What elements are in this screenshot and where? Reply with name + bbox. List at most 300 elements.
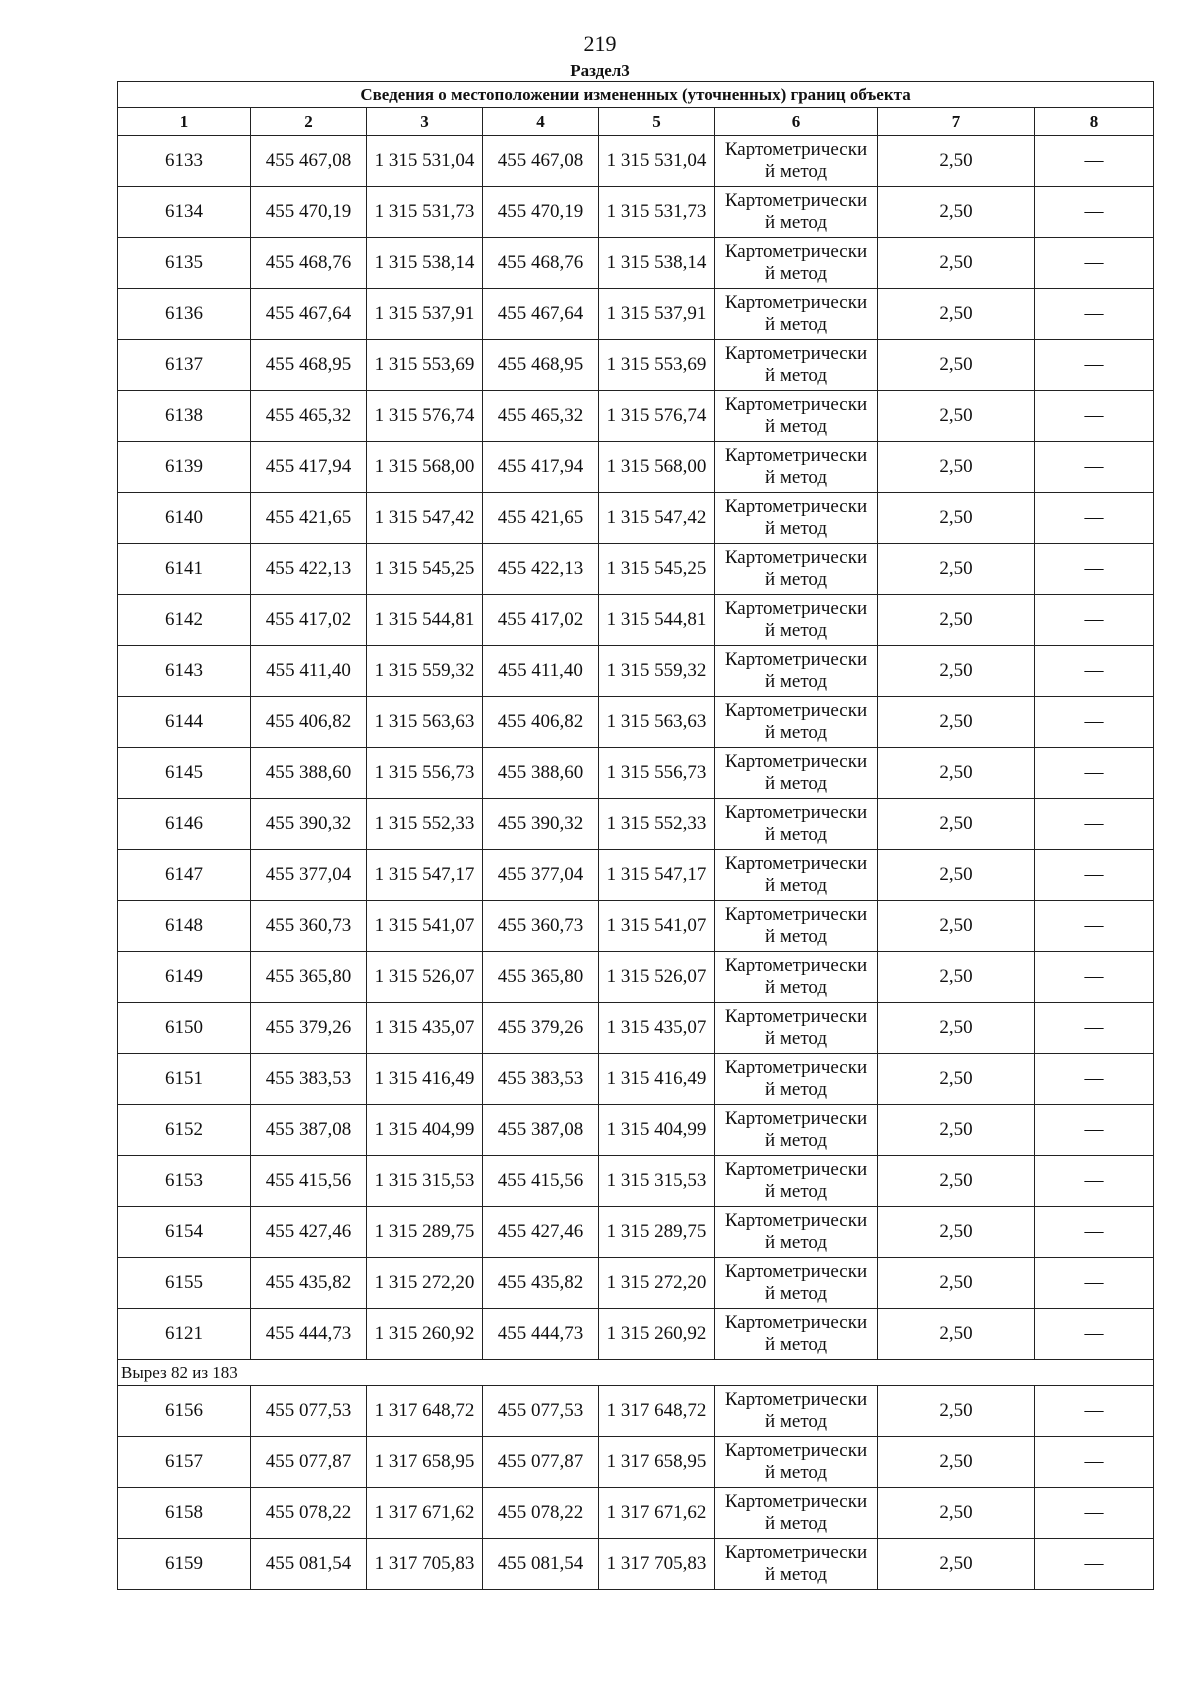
note-cell: — (1035, 391, 1154, 442)
y-coordinate-old-cell: 1 315 552,33 (367, 799, 483, 850)
table-row (118, 442, 1154, 493)
y-coordinate-new-cell: 1 315 315,53 (599, 1156, 715, 1207)
x-coordinate-old-cell: 455 427,46 (251, 1207, 367, 1258)
note-cell: — (1035, 799, 1154, 850)
note-cell: — (1035, 952, 1154, 1003)
note-cell: — (1035, 544, 1154, 595)
method-line-1: Картометрически (724, 598, 868, 619)
method-line-1: Картометрически (724, 1491, 868, 1512)
y-coordinate-old-cell: 1 315 563,63 (367, 697, 483, 748)
point-number-cell: 6152 (118, 1105, 251, 1156)
y-coordinate-old-cell: 1 315 526,07 (367, 952, 483, 1003)
table-row (118, 1539, 1154, 1590)
accuracy-cell: 2,50 (878, 1207, 1035, 1258)
method-cell (715, 442, 878, 493)
note-cell: — (1035, 493, 1154, 544)
y-coordinate-new-cell: 1 315 531,04 (599, 136, 715, 187)
method-cell (715, 544, 878, 595)
method-line-2: й метод (764, 1462, 828, 1483)
accuracy-cell: 2,50 (878, 952, 1035, 1003)
table-row (118, 187, 1154, 238)
accuracy-cell: 2,50 (878, 544, 1035, 595)
table-row (118, 850, 1154, 901)
point-number-cell: 6143 (118, 646, 251, 697)
method-line-1: Картометрически (724, 904, 868, 925)
method-line-2: й метод (764, 1130, 828, 1151)
method-line-1: Картометрически (724, 394, 868, 415)
method-line-1: Картометрически (724, 1261, 868, 1282)
y-coordinate-new-cell: 1 315 552,33 (599, 799, 715, 850)
y-coordinate-old-cell: 1 315 531,73 (367, 187, 483, 238)
method-line-1: Картометрически (724, 853, 868, 874)
x-coordinate-new-cell: 455 417,94 (483, 442, 599, 493)
x-coordinate-new-cell: 455 465,32 (483, 391, 599, 442)
method-cell (715, 850, 878, 901)
y-coordinate-new-cell: 1 315 404,99 (599, 1105, 715, 1156)
table-row (118, 1156, 1154, 1207)
x-coordinate-new-cell: 455 377,04 (483, 850, 599, 901)
method-cell (715, 391, 878, 442)
accuracy-cell: 2,50 (878, 1386, 1035, 1437)
method-line-2: й метод (764, 1079, 828, 1100)
column-number: 7 (878, 108, 1035, 136)
method-line-2: й метод (764, 1232, 828, 1253)
boundary-coordinates-table (117, 81, 1154, 1590)
note-cell: — (1035, 1105, 1154, 1156)
method-line-2: й метод (764, 620, 828, 641)
y-coordinate-old-cell: 1 315 576,74 (367, 391, 483, 442)
table-row (118, 1386, 1154, 1437)
accuracy-cell: 2,50 (878, 748, 1035, 799)
note-cell: — (1035, 901, 1154, 952)
table-row (118, 544, 1154, 595)
point-number-cell: 6141 (118, 544, 251, 595)
y-coordinate-new-cell: 1 315 545,25 (599, 544, 715, 595)
y-coordinate-new-cell: 1 315 556,73 (599, 748, 715, 799)
method-line-2: й метод (764, 1283, 828, 1304)
accuracy-cell: 2,50 (878, 1309, 1035, 1360)
accuracy-cell: 2,50 (878, 697, 1035, 748)
accuracy-cell: 2,50 (878, 901, 1035, 952)
note-cell: — (1035, 748, 1154, 799)
method-line-1: Картометрически (724, 802, 868, 823)
x-coordinate-new-cell: 455 360,73 (483, 901, 599, 952)
accuracy-cell: 2,50 (878, 1105, 1035, 1156)
method-line-2: й метод (764, 671, 828, 692)
y-coordinate-old-cell: 1 315 553,69 (367, 340, 483, 391)
method-cell (715, 289, 878, 340)
x-coordinate-old-cell: 455 365,80 (251, 952, 367, 1003)
x-coordinate-old-cell: 455 467,64 (251, 289, 367, 340)
method-line-2: й метод (764, 314, 828, 335)
method-cell (715, 1437, 878, 1488)
point-number-cell: 6139 (118, 442, 251, 493)
method-cell (715, 952, 878, 1003)
accuracy-cell: 2,50 (878, 1003, 1035, 1054)
note-cell: — (1035, 1156, 1154, 1207)
y-coordinate-old-cell: 1 315 556,73 (367, 748, 483, 799)
method-cell (715, 1488, 878, 1539)
table-row (118, 238, 1154, 289)
note-cell: — (1035, 187, 1154, 238)
point-number-cell: 6149 (118, 952, 251, 1003)
column-number: 2 (251, 108, 367, 136)
method-cell (715, 238, 878, 289)
accuracy-cell: 2,50 (878, 340, 1035, 391)
accuracy-cell: 2,50 (878, 1156, 1035, 1207)
column-number: 3 (367, 108, 483, 136)
method-line-2: й метод (764, 977, 828, 998)
x-coordinate-new-cell: 455 081,54 (483, 1539, 599, 1590)
y-coordinate-old-cell: 1 315 568,00 (367, 442, 483, 493)
x-coordinate-new-cell: 455 387,08 (483, 1105, 599, 1156)
y-coordinate-old-cell: 1 317 658,95 (367, 1437, 483, 1488)
note-cell: — (1035, 697, 1154, 748)
method-cell (715, 697, 878, 748)
x-coordinate-new-cell: 455 467,08 (483, 136, 599, 187)
note-cell: — (1035, 1003, 1154, 1054)
accuracy-cell: 2,50 (878, 1437, 1035, 1488)
y-coordinate-new-cell: 1 315 559,32 (599, 646, 715, 697)
method-cell (715, 187, 878, 238)
point-number-cell: 6137 (118, 340, 251, 391)
column-number: 8 (1035, 108, 1154, 136)
x-coordinate-new-cell: 455 365,80 (483, 952, 599, 1003)
x-coordinate-old-cell: 455 468,76 (251, 238, 367, 289)
x-coordinate-old-cell: 455 417,94 (251, 442, 367, 493)
x-coordinate-new-cell: 455 467,64 (483, 289, 599, 340)
accuracy-cell: 2,50 (878, 136, 1035, 187)
y-coordinate-new-cell: 1 317 705,83 (599, 1539, 715, 1590)
table-row (118, 697, 1154, 748)
method-cell (715, 136, 878, 187)
x-coordinate-old-cell: 455 377,04 (251, 850, 367, 901)
method-line-2: й метод (764, 569, 828, 590)
note-cell: — (1035, 340, 1154, 391)
accuracy-cell: 2,50 (878, 1539, 1035, 1590)
cut-section-row (118, 1360, 1154, 1386)
y-coordinate-old-cell: 1 315 531,04 (367, 136, 483, 187)
table-row (118, 595, 1154, 646)
x-coordinate-old-cell: 455 417,02 (251, 595, 367, 646)
x-coordinate-new-cell: 455 427,46 (483, 1207, 599, 1258)
method-line-1: Картометрически (724, 1389, 868, 1410)
x-coordinate-old-cell: 455 411,40 (251, 646, 367, 697)
accuracy-cell: 2,50 (878, 1258, 1035, 1309)
method-line-1: Картометрически (724, 190, 868, 211)
x-coordinate-new-cell: 455 406,82 (483, 697, 599, 748)
method-line-2: й метод (764, 161, 828, 182)
x-coordinate-old-cell: 455 465,32 (251, 391, 367, 442)
method-line-1: Картометрически (724, 751, 868, 772)
method-line-2: й метод (764, 1334, 828, 1355)
method-line-2: й метод (764, 773, 828, 794)
y-coordinate-new-cell: 1 315 547,17 (599, 850, 715, 901)
point-number-cell: 6155 (118, 1258, 251, 1309)
column-number: 5 (599, 108, 715, 136)
point-number-cell: 6147 (118, 850, 251, 901)
table-row (118, 799, 1154, 850)
method-cell (715, 1309, 878, 1360)
point-number-cell: 6135 (118, 238, 251, 289)
method-line-2: й метод (764, 1513, 828, 1534)
point-number-cell: 6154 (118, 1207, 251, 1258)
point-number-cell: 6150 (118, 1003, 251, 1054)
accuracy-cell: 2,50 (878, 493, 1035, 544)
method-line-1: Картометрически (724, 292, 868, 313)
table-row (118, 1054, 1154, 1105)
method-line-1: Картометрически (724, 1006, 868, 1027)
method-line-1: Картометрически (724, 700, 868, 721)
point-number-cell: 6136 (118, 289, 251, 340)
note-cell: — (1035, 1054, 1154, 1105)
method-line-2: й метод (764, 1181, 828, 1202)
point-number-cell: 6144 (118, 697, 251, 748)
method-cell (715, 1156, 878, 1207)
method-line-2: й метод (764, 518, 828, 539)
x-coordinate-new-cell: 455 411,40 (483, 646, 599, 697)
y-coordinate-new-cell: 1 317 671,62 (599, 1488, 715, 1539)
method-line-2: й метод (764, 824, 828, 845)
y-coordinate-old-cell: 1 317 648,72 (367, 1386, 483, 1437)
x-coordinate-new-cell: 455 444,73 (483, 1309, 599, 1360)
y-coordinate-old-cell: 1 315 538,14 (367, 238, 483, 289)
x-coordinate-old-cell: 455 435,82 (251, 1258, 367, 1309)
method-line-2: й метод (764, 365, 828, 386)
x-coordinate-new-cell: 455 078,22 (483, 1488, 599, 1539)
y-coordinate-old-cell: 1 315 404,99 (367, 1105, 483, 1156)
method-line-1: Картометрически (724, 1210, 868, 1231)
x-coordinate-old-cell: 455 415,56 (251, 1156, 367, 1207)
accuracy-cell: 2,50 (878, 187, 1035, 238)
method-line-2: й метод (764, 467, 828, 488)
table-row (118, 289, 1154, 340)
point-number-cell: 6151 (118, 1054, 251, 1105)
method-cell (715, 748, 878, 799)
y-coordinate-old-cell: 1 315 541,07 (367, 901, 483, 952)
point-number-cell: 6142 (118, 595, 251, 646)
method-line-1: Картометрически (724, 1312, 868, 1333)
y-coordinate-new-cell: 1 315 553,69 (599, 340, 715, 391)
table-row (118, 952, 1154, 1003)
x-coordinate-new-cell: 455 415,56 (483, 1156, 599, 1207)
method-line-1: Картометрически (724, 1108, 868, 1129)
table-row (118, 493, 1154, 544)
method-line-1: Картометрически (724, 445, 868, 466)
point-number-cell: 6159 (118, 1539, 251, 1590)
x-coordinate-old-cell: 455 470,19 (251, 187, 367, 238)
table-row (118, 1003, 1154, 1054)
x-coordinate-new-cell: 455 379,26 (483, 1003, 599, 1054)
x-coordinate-old-cell: 455 421,65 (251, 493, 367, 544)
y-coordinate-new-cell: 1 315 547,42 (599, 493, 715, 544)
table-row (118, 1258, 1154, 1309)
y-coordinate-new-cell: 1 315 526,07 (599, 952, 715, 1003)
y-coordinate-new-cell: 1 315 541,07 (599, 901, 715, 952)
note-cell: — (1035, 1539, 1154, 1590)
method-line-2: й метод (764, 1411, 828, 1432)
method-cell (715, 901, 878, 952)
y-coordinate-new-cell: 1 315 272,20 (599, 1258, 715, 1309)
x-coordinate-old-cell: 455 077,87 (251, 1437, 367, 1488)
table-body (118, 136, 1154, 1590)
table-row (118, 136, 1154, 187)
method-line-1: Картометрически (724, 649, 868, 670)
x-coordinate-new-cell: 455 417,02 (483, 595, 599, 646)
point-number-cell: 6157 (118, 1437, 251, 1488)
note-cell: — (1035, 1386, 1154, 1437)
y-coordinate-old-cell: 1 315 315,53 (367, 1156, 483, 1207)
note-cell: — (1035, 1488, 1154, 1539)
note-cell: — (1035, 1258, 1154, 1309)
column-number-row (118, 108, 1154, 136)
table-caption: Сведения о местоположении измененных (уточненных) границ объекта (118, 82, 1154, 108)
accuracy-cell: 2,50 (878, 1054, 1035, 1105)
note-cell: — (1035, 238, 1154, 289)
accuracy-cell: 2,50 (878, 1488, 1035, 1539)
x-coordinate-new-cell: 455 077,87 (483, 1437, 599, 1488)
y-coordinate-old-cell: 1 315 435,07 (367, 1003, 483, 1054)
method-line-1: Картометрически (724, 1542, 868, 1563)
y-coordinate-new-cell: 1 315 568,00 (599, 442, 715, 493)
y-coordinate-old-cell: 1 315 547,42 (367, 493, 483, 544)
x-coordinate-new-cell: 455 077,53 (483, 1386, 599, 1437)
method-line-1: Картометрически (724, 343, 868, 364)
point-number-cell: 6121 (118, 1309, 251, 1360)
y-coordinate-old-cell: 1 317 671,62 (367, 1488, 483, 1539)
y-coordinate-old-cell: 1 315 416,49 (367, 1054, 483, 1105)
column-number: 1 (118, 108, 251, 136)
x-coordinate-old-cell: 455 081,54 (251, 1539, 367, 1590)
point-number-cell: 6148 (118, 901, 251, 952)
y-coordinate-new-cell: 1 315 435,07 (599, 1003, 715, 1054)
y-coordinate-new-cell: 1 315 563,63 (599, 697, 715, 748)
point-number-cell: 6133 (118, 136, 251, 187)
method-cell (715, 1386, 878, 1437)
point-number-cell: 6140 (118, 493, 251, 544)
point-number-cell: 6158 (118, 1488, 251, 1539)
y-coordinate-new-cell: 1 315 289,75 (599, 1207, 715, 1258)
x-coordinate-new-cell: 455 468,76 (483, 238, 599, 289)
note-cell: — (1035, 442, 1154, 493)
method-cell (715, 1258, 878, 1309)
x-coordinate-old-cell: 455 387,08 (251, 1105, 367, 1156)
method-line-2: й метод (764, 875, 828, 896)
table-row (118, 1105, 1154, 1156)
method-cell (715, 493, 878, 544)
y-coordinate-old-cell: 1 315 272,20 (367, 1258, 483, 1309)
point-number-cell: 6146 (118, 799, 251, 850)
x-coordinate-old-cell: 455 467,08 (251, 136, 367, 187)
y-coordinate-new-cell: 1 315 416,49 (599, 1054, 715, 1105)
column-number: 4 (483, 108, 599, 136)
x-coordinate-old-cell: 455 379,26 (251, 1003, 367, 1054)
note-cell: — (1035, 1309, 1154, 1360)
x-coordinate-new-cell: 455 422,13 (483, 544, 599, 595)
column-number: 6 (715, 108, 878, 136)
x-coordinate-old-cell: 455 468,95 (251, 340, 367, 391)
accuracy-cell: 2,50 (878, 646, 1035, 697)
y-coordinate-new-cell: 1 315 538,14 (599, 238, 715, 289)
method-line-2: й метод (764, 416, 828, 437)
method-line-2: й метод (764, 263, 828, 284)
x-coordinate-old-cell: 455 078,22 (251, 1488, 367, 1539)
point-number-cell: 6156 (118, 1386, 251, 1437)
method-line-1: Картометрически (724, 1159, 868, 1180)
y-coordinate-old-cell: 1 315 537,91 (367, 289, 483, 340)
method-line-2: й метод (764, 212, 828, 233)
point-number-cell: 6134 (118, 187, 251, 238)
method-cell (715, 646, 878, 697)
y-coordinate-old-cell: 1 315 559,32 (367, 646, 483, 697)
x-coordinate-new-cell: 455 470,19 (483, 187, 599, 238)
method-cell (715, 595, 878, 646)
method-line-1: Картометрически (724, 139, 868, 160)
y-coordinate-new-cell: 1 315 260,92 (599, 1309, 715, 1360)
y-coordinate-new-cell: 1 315 576,74 (599, 391, 715, 442)
method-cell (715, 1054, 878, 1105)
method-line-2: й метод (764, 1028, 828, 1049)
table-row (118, 1488, 1154, 1539)
x-coordinate-old-cell: 455 383,53 (251, 1054, 367, 1105)
table-row (118, 1309, 1154, 1360)
cut-section-label: Вырез 82 из 183 (118, 1360, 1154, 1386)
y-coordinate-old-cell: 1 317 705,83 (367, 1539, 483, 1590)
method-cell (715, 1105, 878, 1156)
method-line-1: Картометрически (724, 955, 868, 976)
table-row (118, 1207, 1154, 1258)
y-coordinate-old-cell: 1 315 545,25 (367, 544, 483, 595)
y-coordinate-old-cell: 1 315 260,92 (367, 1309, 483, 1360)
y-coordinate-new-cell: 1 315 544,81 (599, 595, 715, 646)
method-cell (715, 1207, 878, 1258)
method-line-1: Картометрически (724, 1440, 868, 1461)
method-cell (715, 1539, 878, 1590)
accuracy-cell: 2,50 (878, 391, 1035, 442)
table-row (118, 901, 1154, 952)
section-title: Раздел3 (570, 61, 630, 80)
page-number: 219 (583, 31, 617, 56)
accuracy-cell: 2,50 (878, 289, 1035, 340)
table-row (118, 391, 1154, 442)
table-row (118, 646, 1154, 697)
accuracy-cell: 2,50 (878, 595, 1035, 646)
method-line-1: Картометрически (724, 1057, 868, 1078)
x-coordinate-old-cell: 455 444,73 (251, 1309, 367, 1360)
point-number-cell: 6145 (118, 748, 251, 799)
x-coordinate-new-cell: 455 390,32 (483, 799, 599, 850)
x-coordinate-old-cell: 455 390,32 (251, 799, 367, 850)
point-number-cell: 6153 (118, 1156, 251, 1207)
x-coordinate-old-cell: 455 388,60 (251, 748, 367, 799)
y-coordinate-new-cell: 1 315 537,91 (599, 289, 715, 340)
y-coordinate-old-cell: 1 315 289,75 (367, 1207, 483, 1258)
method-cell (715, 340, 878, 391)
x-coordinate-old-cell: 455 422,13 (251, 544, 367, 595)
x-coordinate-new-cell: 455 383,53 (483, 1054, 599, 1105)
note-cell: — (1035, 1207, 1154, 1258)
x-coordinate-new-cell: 455 435,82 (483, 1258, 599, 1309)
x-coordinate-new-cell: 455 421,65 (483, 493, 599, 544)
method-cell (715, 799, 878, 850)
x-coordinate-new-cell: 455 468,95 (483, 340, 599, 391)
accuracy-cell: 2,50 (878, 850, 1035, 901)
note-cell: — (1035, 136, 1154, 187)
x-coordinate-old-cell: 455 406,82 (251, 697, 367, 748)
method-line-2: й метод (764, 926, 828, 947)
note-cell: — (1035, 850, 1154, 901)
accuracy-cell: 2,50 (878, 442, 1035, 493)
